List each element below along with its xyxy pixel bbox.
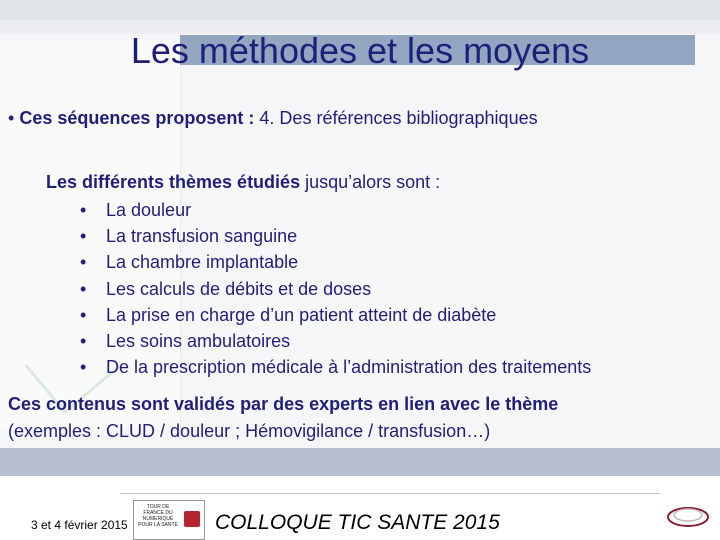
- theme-item: [80, 302, 591, 328]
- validated-statement: Ces contenus sont validés par des experts en lien avec le thème: [8, 394, 559, 414]
- theme-item: [80, 276, 591, 302]
- theme-item: [80, 328, 591, 354]
- theme-item: [80, 354, 591, 380]
- theme-label: La chambre implantable: [106, 252, 299, 273]
- theme-list: [80, 197, 591, 380]
- theme-item: [80, 223, 591, 249]
- background-taskbar: [0, 448, 720, 476]
- slide-title: Les méthodes et les moyens: [130, 30, 590, 71]
- bullet-marker: •: [80, 200, 87, 220]
- themes-intro-bold: Les différents thèmes étudiés: [46, 172, 301, 192]
- sequences-bullet: [8, 108, 538, 129]
- bullet-marker: •: [80, 252, 87, 273]
- footer-date: 3 et 4 février 2015: [31, 518, 128, 532]
- bullet-marker: •: [80, 304, 87, 325]
- background-browser-titlebar: [0, 0, 720, 20]
- theme-label: Les calculs de débits et de doses: [106, 278, 372, 299]
- tour-de-france-logo: [133, 500, 205, 540]
- themes-intro: [46, 172, 440, 193]
- examples-statement: (exemples : CLUD / douleur ; Hémovigilance / transfusion…): [8, 421, 491, 441]
- logo-wordmark: TOUR DE FRANCE DU NUMERIQUE POUR LA SANTE: [138, 504, 178, 528]
- logo-mark-icon: [184, 511, 200, 527]
- sequences-label: Ces séquences proposent :: [19, 108, 255, 128]
- theme-label: De la prescription médicale à l’administration des traitements: [106, 357, 592, 378]
- theme-label: La prise en charge d’un patient atteint de diabète: [106, 304, 497, 325]
- bullet-marker: •: [80, 226, 87, 247]
- theme-item: [80, 249, 591, 275]
- theme-label: La transfusion sanguine: [106, 226, 298, 247]
- bullet-marker: •: [8, 108, 15, 128]
- footer-colloque: COLLOQUE TIC SANTE 2015: [215, 511, 500, 534]
- theme-item: [80, 197, 591, 223]
- bullet-marker: •: [80, 331, 87, 352]
- footer-divider: [120, 493, 660, 494]
- theme-label: La douleur: [106, 200, 192, 220]
- bullet-marker: •: [80, 278, 87, 299]
- sequences-value: 4. Des références bibliographiques: [259, 108, 538, 128]
- bullet-marker: •: [80, 357, 87, 378]
- themes-intro-rest: jusqu’alors sont :: [305, 172, 441, 192]
- swirl-logo-icon: [664, 502, 712, 530]
- theme-label: Les soins ambulatoires: [106, 331, 291, 352]
